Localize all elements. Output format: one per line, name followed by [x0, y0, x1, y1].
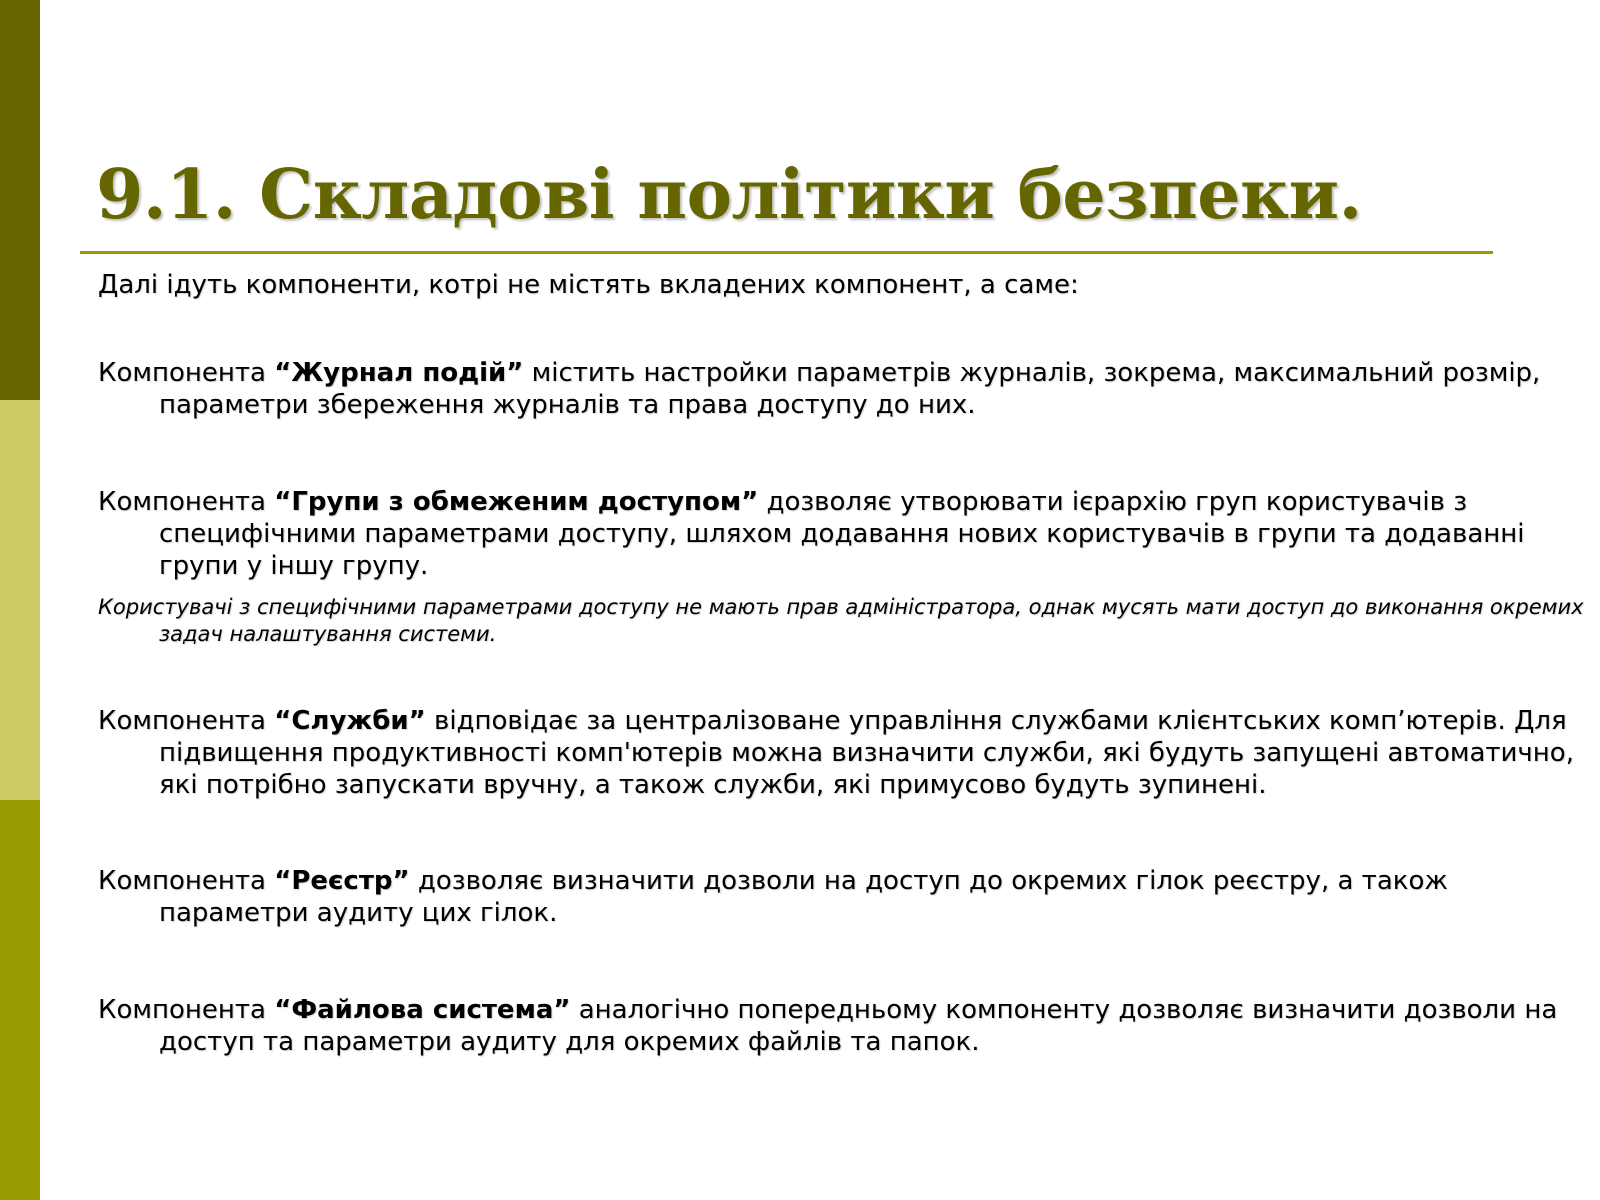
component-description: дозволяє утворювати ієрархію груп користувачів з специфічними параметрами доступу, шляхом додавання нових користувачів в групи та додаванні групи у іншу групу. [159, 487, 1525, 581]
component-name: “Реєстр” [274, 866, 410, 896]
restricted-groups-note: Користувачі з специфічними параметрами доступу не мають прав адміністратора, однак мусять мати доступ до виконання окремих задач налаштування системи. [98, 595, 1584, 646]
component-prefix: Компонента [98, 487, 275, 517]
component-services [98, 705, 1589, 801]
component-prefix: Компонента [98, 706, 275, 736]
component-file-system [98, 994, 1589, 1058]
component-name: “Групи з обмеженим доступом” [274, 487, 759, 517]
component-description: містить настройки параметрів журналів, зокрема, максимальний розмір, параметри збереження журналів та права доступу до них. [159, 358, 1541, 420]
slide-title: 9.1. Складові політики безпеки. [96, 155, 1362, 235]
component-prefix: Компонента [98, 866, 275, 896]
component-name: “Журнал подій” [274, 358, 524, 388]
component-description: дозволяє визначити дозволи на доступ до окремих гілок реєстру, а також параметри аудиту цих гілок. [159, 866, 1448, 928]
component-prefix: Компонента [98, 995, 275, 1025]
side-bar-dark [0, 0, 40, 400]
title-divider [80, 251, 1493, 254]
component-event-log [98, 357, 1589, 421]
side-bar-mid [0, 800, 40, 1200]
component-prefix: Компонента [98, 358, 275, 388]
component-name: “Файлова система” [274, 995, 571, 1025]
component-description: відповідає за централізоване управління службами клієнтських комп’ютерів. Для підвищення продуктивності комп'ютерів можна визначити служби, які будуть запущені автоматично, які потрібно запускати вручну, а також служби, які примусово будуть зупинені. [159, 706, 1574, 800]
intro-paragraph: Далі ідуть компоненти, котрі не містять вкладених компонент, а саме: [98, 270, 1079, 300]
component-description: аналогічно попередньому компоненту дозволяє визначити дозволи на доступ та параметри аудиту для окремих файлів та папок. [159, 995, 1558, 1057]
component-restricted-groups [98, 486, 1589, 582]
component-name: “Служби” [274, 706, 426, 736]
component-registry [98, 865, 1589, 929]
side-bar-light [0, 400, 40, 800]
